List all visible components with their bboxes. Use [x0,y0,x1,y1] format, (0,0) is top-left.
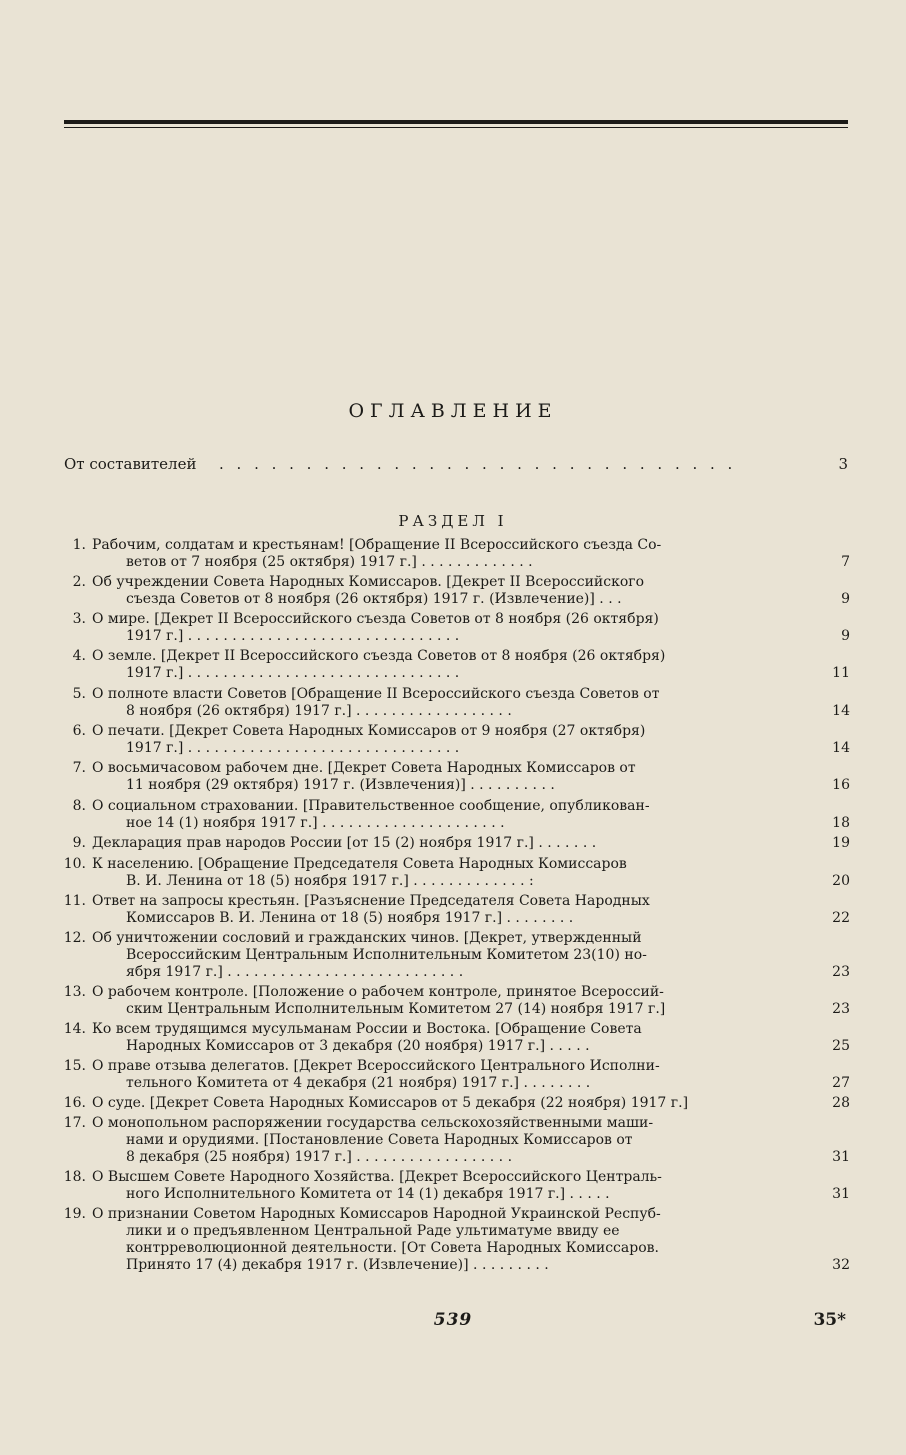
toc-entry-line: съезда Советов от 8 ноября (26 октября) 1917 г. (Извлечение)] . . . [126,591,622,607]
toc-entry-number: 10. [63,856,86,872]
toc-entry-line: О суде. [Декрет Совета Народных Комиссаров от 5 декабря (22 ноября) 1917 г.] [92,1095,689,1111]
toc-entry-text [92,1115,772,1166]
toc-entry [62,686,850,720]
toc-entry [62,723,850,757]
toc-list [62,537,850,1277]
toc-entry-page: 14 [832,703,850,719]
toc-entry [62,984,850,1018]
toc-entry-line: О признании Советом Народных Комиссаров Народной Украинской Респуб- [92,1206,661,1222]
toc-entry-text [92,537,772,571]
toc-entry-text [92,574,772,608]
toc-entry-line: К населению. [Обращение Председателя Совета Народных Комиссаров [92,856,627,872]
toc-entry-text [92,835,772,852]
toc-entry-page: 31 [832,1186,850,1202]
footer-page-number: 539 [433,1310,473,1330]
toc-entry-line: Об учреждении Совета Народных Комиссаров. [Декрет II Всероссийского [92,574,645,590]
toc-entry-number: 4. [72,648,86,664]
toc-entry-line: ским Центральным Исполнительным Комитетом 27 (14) ноября 1917 г.] [126,1001,666,1017]
toc-entry-number: 17. [63,1115,86,1131]
toc-entry-line: 1917 г.] . . . . . . . . . . . . . . . . . . . . . . . . . . . . . . . [126,628,460,644]
toc-entry-number: 5. [72,686,86,702]
toc-entry-line: О полноте власти Советов [Обращение II Всероссийского съезда Советов от [92,686,660,702]
toc-intro-entry [64,455,848,477]
toc-entry-page: 11 [832,665,850,681]
toc-entry-number: 8. [72,798,86,814]
toc-entry [62,1095,850,1112]
toc-entry [62,835,850,852]
toc-entry-line: О праве отзыва делегатов. [Декрет Всероссийского Центрального Исполни- [92,1058,660,1074]
toc-entry-page: 31 [832,1149,850,1165]
toc-entry-text [92,1021,772,1055]
toc-entry-number: 16. [63,1095,86,1111]
toc-entry [62,856,850,890]
toc-entry-number: 2. [72,574,86,590]
toc-entry-line: Комиссаров В. И. Ленина от 18 (5) ноября 1917 г.] . . . . . . . . [126,910,574,926]
toc-entry-line: контрреволюционной деятельности. [От Совета Народных Комиссаров. [126,1240,659,1256]
intro-page-number: 3 [838,455,848,473]
toc-entry-line: Ко всем трудящимся мусульманам России и Востока. [Обращение Совета [92,1021,642,1037]
toc-entry [62,1206,850,1274]
toc-entry-number: 9. [72,835,86,851]
toc-entry-line: 11 ноября (29 октября) 1917 г. (Извлечения)] . . . . . . . . . . [126,777,555,793]
toc-entry-line: О рабочем контроле. [Положение о рабочем контроле, принятое Всероссий- [92,984,664,1000]
toc-entry-line: Народных Комиссаров от 3 декабря (20 ноября) 1917 г.] . . . . . [126,1038,590,1054]
toc-entry-line: О монопольном распоряжении государства сельскохозяйственными маши- [92,1115,654,1131]
toc-entry-line: О социальном страховании. [Правительственное сообщение, опубликован- [92,798,650,814]
toc-entry-line: Рабочим, солдатам и крестьянам! [Обращение II Всероссийского съезда Со- [92,537,662,553]
toc-entry-page: 9 [841,628,850,644]
toc-entry-text [92,686,772,720]
intro-leader: . . . . . . . . . . . . . . . . . . . . . . . . . . . . . . [219,455,737,473]
toc-entry-line: Всероссийским Центральным Исполнительным Комитетом 23(10) но- [126,947,647,963]
toc-entry-line: О мире. [Декрет II Всероссийского съезда Советов от 8 ноября (26 октября) [92,611,659,627]
toc-entry-text [92,648,772,682]
toc-entry-line: ного Исполнительного Комитета от 14 (1) декабря 1917 г.] . . . . . [126,1186,610,1202]
toc-entry [62,611,850,645]
toc-entry-number: 14. [63,1021,86,1037]
toc-entry-line: Декларация прав народов России [от 15 (2) ноября 1917 г.] . . . . . . . [92,835,597,851]
toc-entry-line: Об уничтожении сословий и гражданских чинов. [Декрет, утвержденный [92,930,642,946]
toc-entry-line: О земле. [Декрет II Всероссийского съезда Советов от 8 ноября (26 октября) [92,648,666,664]
toc-entry-number: 13. [63,984,86,1000]
toc-entry-line: 1917 г.] . . . . . . . . . . . . . . . . . . . . . . . . . . . . . . . [126,665,460,681]
toc-entry-text [92,611,772,645]
toc-entry [62,798,850,832]
section-title: РАЗДЕЛ I [398,512,508,530]
toc-entry-page: 7 [841,554,850,570]
toc-entry [62,648,850,682]
toc-entry-line: О печати. [Декрет Совета Народных Комиссаров от 9 ноября (27 октября) [92,723,646,739]
toc-entry-line: лики и о предъявленном Центральной Раде ультиматуме ввиду ее [126,1223,620,1239]
toc-entry-text [92,930,772,981]
toc-entry-line: Принято 17 (4) декабря 1917 г. (Извлечение)] . . . . . . . . . [126,1257,549,1273]
toc-entry-page: 20 [832,873,850,889]
toc-entry-page: 16 [832,777,850,793]
toc-entry-text [92,856,772,890]
toc-entry-text [92,984,772,1018]
toc-entry [62,1115,850,1166]
toc-entry-page: 23 [832,964,850,980]
toc-entry [62,1021,850,1055]
toc-entry-text [92,1058,772,1092]
toc-entry-line: О Высшем Совете Народного Хозяйства. [Декрет Всероссийского Централь- [92,1169,662,1185]
toc-entry-text [92,1169,772,1203]
toc-entry-page: 25 [832,1038,850,1054]
toc-entry-page: 27 [832,1075,850,1091]
toc-entry-page: 28 [832,1095,850,1111]
toc-entry [62,893,850,927]
toc-entry-number: 11. [63,893,86,909]
toc-entry-page: 32 [832,1257,850,1273]
toc-entry-line: 8 декабря (25 ноября) 1917 г.] . . . . . . . . . . . . . . . . . . [126,1149,513,1165]
toc-entry-page: 22 [832,910,850,926]
toc-entry-page: 23 [832,1001,850,1017]
toc-entry-number: 6. [72,723,86,739]
toc-entry-line: нами и орудиями. [Постановление Совета Народных Комиссаров от [126,1132,633,1148]
toc-entry-text [92,1095,772,1112]
toc-entry-number: 3. [72,611,86,627]
toc-entry [62,930,850,981]
toc-entry [62,1058,850,1092]
header-rule-thin [64,127,848,128]
toc-entry-page: 19 [832,835,850,851]
header-rule-thick [64,120,848,124]
toc-entry-number: 18. [63,1169,86,1185]
toc-entry-page: 14 [832,740,850,756]
toc-entry-line: 1917 г.] . . . . . . . . . . . . . . . . . . . . . . . . . . . . . . . [126,740,460,756]
toc-entry [62,537,850,571]
page-title: ОГЛАВЛЕНИЕ [348,400,558,422]
toc-entry-line: ября 1917 г.] . . . . . . . . . . . . . . . . . . . . . . . . . . . [126,964,464,980]
toc-entry-number: 15. [63,1058,86,1074]
toc-entry-page: 9 [841,591,850,607]
toc-entry-number: 19. [63,1206,86,1222]
toc-entry-text [92,723,772,757]
toc-entry-number: 12. [63,930,86,946]
toc-entry-text [92,893,772,927]
toc-entry [62,760,850,794]
toc-entry-line: Ответ на запросы крестьян. [Разъяснение Председателя Совета Народных [92,893,650,909]
intro-label: От составителей [64,455,197,473]
footer-signature-mark: 35* [813,1310,846,1330]
toc-entry-line: ветов от 7 ноября (25 октября) 1917 г.] . . . . . . . . . . . . . [126,554,533,570]
toc-entry-line: В. И. Ленина от 18 (5) ноября 1917 г.] . . . . . . . . . . . . . : [126,873,534,889]
toc-entry-number: 7. [72,760,86,776]
toc-entry-line: тельного Комитета от 4 декабря (21 ноября) 1917 г.] . . . . . . . . [126,1075,591,1091]
toc-entry-text [92,1206,772,1274]
toc-entry-text [92,798,772,832]
toc-entry [62,574,850,608]
toc-entry-page: 18 [832,815,850,831]
toc-entry-line: О восьмичасовом рабочем дне. [Декрет Совета Народных Комиссаров от [92,760,636,776]
toc-entry-text [92,760,772,794]
toc-entry [62,1169,850,1203]
toc-entry-line: 8 ноября (26 октября) 1917 г.] . . . . . . . . . . . . . . . . . . [126,703,512,719]
toc-entry-number: 1. [72,537,86,553]
toc-entry-line: ное 14 (1) ноября 1917 г.] . . . . . . . . . . . . . . . . . . . . . [126,815,505,831]
